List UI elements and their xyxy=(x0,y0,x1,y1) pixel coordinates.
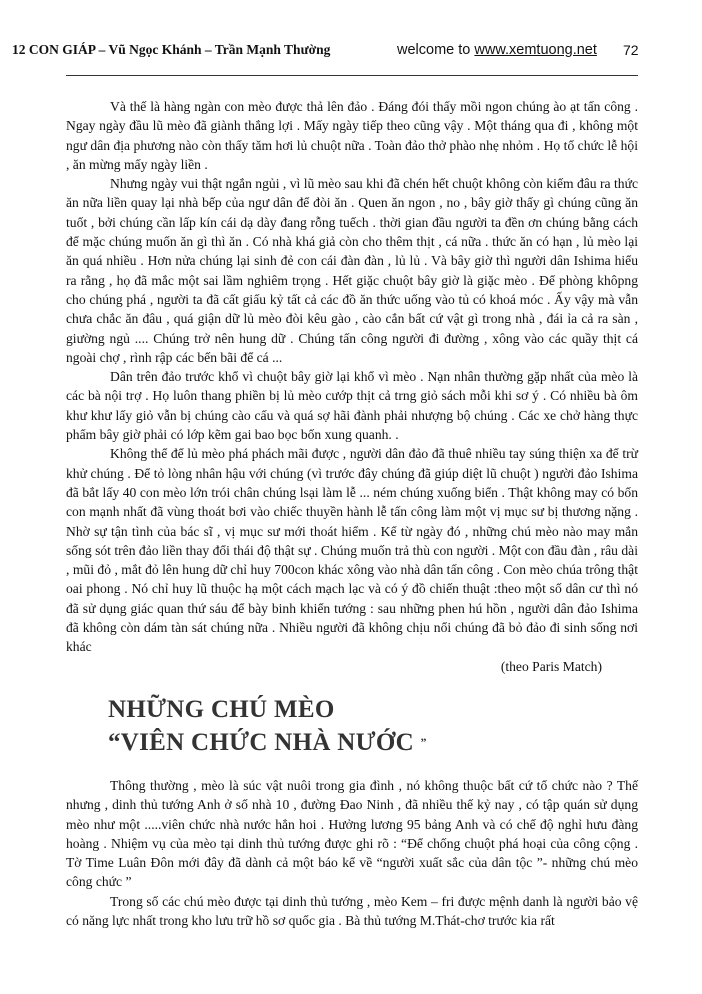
site-credit xyxy=(397,42,597,58)
welcome-text: welcome to xyxy=(397,42,475,58)
heading-line-1: NHỮNG CHÚ MÈO xyxy=(108,696,335,723)
paragraph: Thông thường , mèo là súc vật nuôi trong gia đình , nó không thuộc bất cứ tổ chức nào ? Thế nhưng , dinh thủ tướng Anh ở số nhà 10 , đường Đao Ninh , đã nhiều thế kỷ nay , có tập quán sử dụng mèo như một .....viên chức nhà nước hẳn hoi . Hưởng lương 95 bảng Anh và có chế độ nghỉ hưu đàng hoàng . Nhiệm vụ của mèo tại dinh thủ tướng được ghi rõ : “Để chống chuột phá hoại của công cộng . Tờ Time Luân Đôn mới đây đã dành cả một báo kể về “người xuất sắc của dân tộc ”- những chú mèo công chức ” xyxy=(66,778,638,890)
header-divider xyxy=(66,75,638,76)
page-number: 72 xyxy=(623,42,639,58)
heading-line-2 xyxy=(108,726,427,759)
site-link[interactable]: www.xemtuong.net xyxy=(474,42,597,58)
paragraph: Dân trên đảo trước khổ vì chuột bây giờ lại khổ vì mèo . Nạn nhân thường gặp nhất của mèo là các bà nội trợ . Họ luôn thang phiền bị lủ mèo cướp thịt cả trng giỏ sách mỗi khi sơ ý . Có nhiều bà ôm khư khư lấy giỏ vẫn bị chúng cào cấu và quá sợ hãi đành phải nhượng bộ chúng . Các xe chở hàng thực phẩm bây giờ phải có lớp kẽm gai bao bọc bốn xung quanh. . xyxy=(66,369,638,443)
paragraph: Trong số các chú mèo được tại dinh thủ tướng , mèo Kem – fri được mệnh danh là người bảo vệ có năng lực nhất trong kho lưu trữ hồ sơ quốc gia . Bà thủ tướng M.Thát-chơ trước kia rất xyxy=(66,893,638,929)
paragraph: Nhưng ngày vui thật ngắn ngủi , vì lũ mèo sau khi đã chén hết chuột không còn kiếm đâu ra thức ăn nữa liền quay lại nhà bếp của ngư dân để đòi ăn . Quen ăn ngon , no , bây giờ thấy gì chúng cũng ăn tuốt , bởi chúng cần lấp kín cái dạ dày đang rỗng tuếch . thời gian đầu người ta đền ơn chúng bằng cách để mặc chúng muốn ăn gì thì ăn . Có nhà khá giả còn cho thêm thịt , cá nữa . thức ăn có hạn , lủ mèo lại ăn quá nhiều . Hơn nửa chúng lại sinh đẻ con cái đàn đàn , lủ lủ . Và bây giờ thì người dân Ishima hiểu ra rằng , họ đã mắc một sai lầm nghiêm trọng . Hết giặc chuột bây giờ là giặc mèo . Để phòng khôpng cho chúng phá , người ta đã cất giấu kỷ tất cả các đồ ăn thức uống vào tủ có khoá móc . Ấy vậy mà vẫn chưa chắc ăn đâu , quá giận dữ lủ mèo đòi kêu gào , cào cắn bất cứ vật gì trong nhà , đái ỉa cả ra sàn , giường ngủ .... Chúng trở nên hung dữ . Chúng tấn công người đi đường , xông vào các quầy thịt cá ngoài chợ , rình rập các bến bãi để cá ... xyxy=(66,176,638,365)
article-section-cats-island xyxy=(66,97,638,676)
section-heading xyxy=(108,693,427,759)
paragraph: Và thế là hàng ngàn con mèo được thả lên đảo . Đáng đói thấy mồi ngon chúng ào ạt tấn công . Ngay ngày đầu lũ mèo đã giành thắng lợi . Mấy ngày tiếp theo cũng vậy . Một tháng qua đi , không một ngư dân địa phương nào còn thấy tăm hơi lủ chuột nữa . Toàn đảo thở phào nhẹ nhỏm . Họ tổ chức lễ hội , ăn mừng mấy ngày liền . xyxy=(66,99,638,172)
heading-line-2-text: “VIÊN CHỨC NHÀ NƯỚC xyxy=(108,729,414,756)
page-header xyxy=(12,42,640,66)
heading-close-quote: ” xyxy=(420,735,427,749)
paragraph: Không thể để lủ mèo phá phách mãi được , người dân đảo đã thuê nhiều tay súng thiện xa để trừ khử chúng . Để tỏ lòng nhân hậu với chúng (vì trước đây chúng đã giúp diệt lũ chuột ) người đảo Ishima đã bắt lấy 40 con mèo lớn trói chân chúng lsại làm lễ ... ném chúng xuống biển . Thật không may có bốn con mạnh nhất đã vùng thoát bơi vào chiếc thuyền hành lễ tấn công làm một vị mục sư bị thương nặng . Nhờ sự tận tình của bác sĩ , vị mục sư mới thoát hiểm . Kể từ ngày đó , những chú mèo nào may mắn sống sót trên đảo liền thay đổi thái độ thật sự . Chúng muốn trả thù con người . Một con đầu đàn , râu dài , mũi đỏ , mắt đỏ lên hung dữ chỉ huy 700con khác xông vào nhà dân tấn công . Con mèo chúa trông thật oai phong . Nó chỉ huy lũ thuộc hạ một cách mạch lạc và có ý đồ chiến thuật :theo một số dân cư thì nó đã sử dụng giác quan thứ sáu để bày binh khiển tướng : sau những phen hú hồn , người dân đảo Ishima đã không còn dám tàn sát chúng nữa . Nhiều người đã không chịu nổi chúng đã bỏ đảo đi sinh sống nơi khác xyxy=(66,446,638,655)
book-title: 12 CON GIÁP – Vũ Ngọc Khánh – Trần Mạnh Thường xyxy=(12,42,331,57)
source-credit: (theo Paris Match) xyxy=(500,658,602,674)
article-section-civil-servant-cats xyxy=(66,776,638,930)
